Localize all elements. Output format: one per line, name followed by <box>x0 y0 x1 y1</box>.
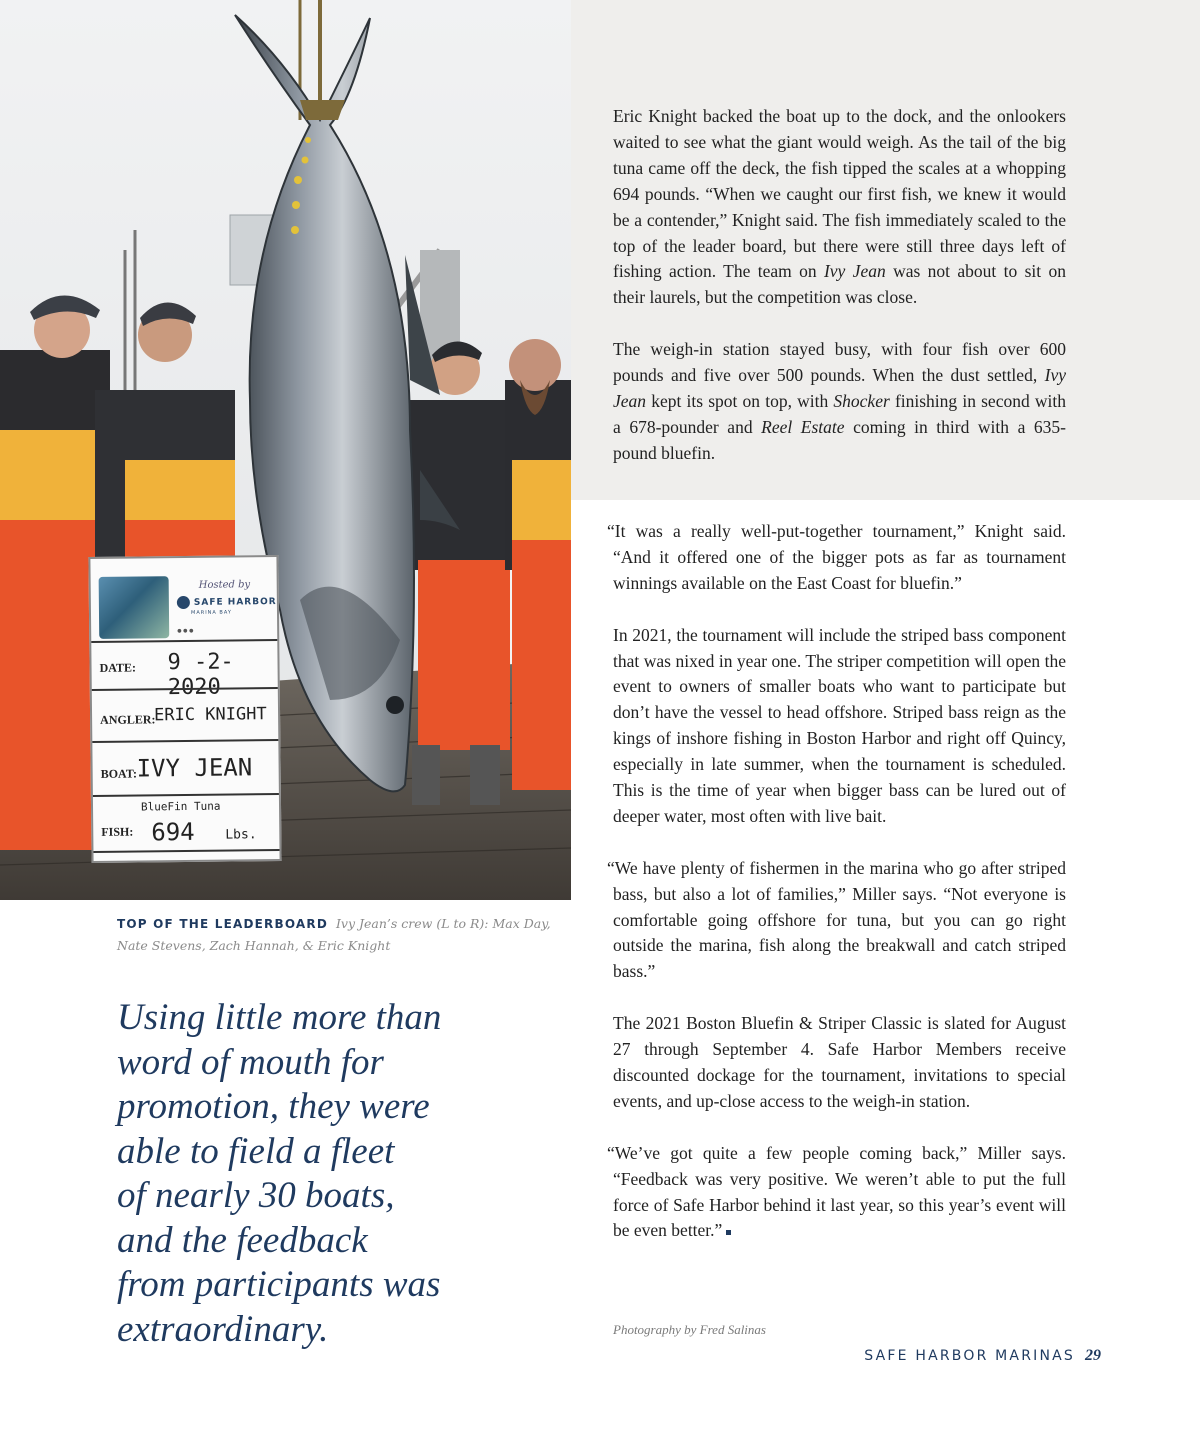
weigh-in-whiteboard <box>88 555 281 863</box>
boat-label: BOAT: <box>100 766 137 781</box>
tuna-photo <box>0 0 571 900</box>
pull-quote-line: of nearly 30 boats, <box>117 1175 395 1216</box>
article-paragraph-4: In 2021, the tournament will include the striped bass component that was nixed in year one. The striper competition will open the event to owners of smaller boats who want to participate but don’t have the vessel to head offshore. Striped bass reign as the kings of inshore fishing in Boston Harbor and right off Quincy, especially in late summer, when the tournament is scheduled. This is the time of year when bigger bass can be lured out of deeper water, most often with live bait. <box>613 624 1066 826</box>
date-value: 9 -2-2020 <box>167 649 234 701</box>
wb-divider <box>91 639 277 643</box>
pull-quote-line: able to field a fleet <box>117 1130 395 1172</box>
page-footer <box>864 1347 1101 1365</box>
article-paragraph-3: “It was a really well-put-together tournament,” Knight said. “And it offered one of the bigger pots as far as tournament winnings available on the East Coast for bluefin.” <box>607 521 1066 593</box>
article-paragraph-2 <box>613 337 1066 467</box>
p1-text-b: was not about to sit on their laurels, but the competition was close. <box>613 261 1066 308</box>
caption-heading: TOP OF THE LEADERBOARD <box>117 917 328 931</box>
p2-text-b: kept its spot on top, with <box>646 390 834 411</box>
hosted-by-text: Hosted by <box>198 579 251 591</box>
photo-caption <box>117 913 557 956</box>
photo-credit: Photography by Fred Salinas <box>613 1322 766 1337</box>
article-paragraph-6: The 2021 Boston Bluefin & Striper Classic is slated for August 27 through September 4. Safe Harbor Members receive discounted dockage for the tournament, invitations to special events, and up-close access to the weigh-in station. <box>613 1013 1066 1111</box>
photo-illustration <box>0 0 571 900</box>
wb-divider <box>93 849 279 853</box>
safe-harbor-logo <box>177 595 277 609</box>
article-paragraph-1 <box>613 104 1066 311</box>
end-mark-icon <box>726 1230 731 1235</box>
article-paragraph-5: “We have plenty of fishermen in the marina who go after striped bass, but also a lot of families,” Miller says. “Not everyone is comfortable going offshore for tuna, but you can go right outside the marina, fish along the breakwall and catch striped bass.” <box>607 857 1066 982</box>
pull-quote-line: from participants was <box>117 1264 441 1305</box>
angler-value: ERIC KNIGHT <box>153 704 267 726</box>
p2-text-c: finishing in second with a 678-pounder and <box>613 390 1066 437</box>
pull-quote-line: word of mouth for <box>117 1041 384 1083</box>
anchor-icon <box>177 596 190 609</box>
fish-weight: 694 <box>151 817 195 847</box>
brand-text: SAFE HARBOR <box>193 597 277 608</box>
wb-divider <box>92 739 278 743</box>
pull-quote-line: Using little more than <box>117 997 442 1038</box>
boat-name: Shocker <box>833 390 890 411</box>
pull-quote-line: promotion, they were <box>117 1086 430 1127</box>
fish-unit: Lbs. <box>225 827 257 843</box>
publication-name: SAFE HARBOR MARINAS <box>864 1348 1075 1364</box>
p1-text-a: Eric Knight backed the boat up to the dock, and the onlookers waited to see what the giant would weigh. As the tail of the big tuna came off the deck, the fish tipped the scales at a whopping 694 pounds. “When we caught our first fish, we knew it would be a contender,” Knight said. The fish immediately scaled to the top of the leader board, but there were still three days left of fishing action. The team on <box>613 106 1066 282</box>
date-label: DATE: <box>99 660 137 675</box>
caption-text: Ivy Jean’s crew (L to R): Max Day, Nate Stevens, Zach Hannah, & Eric Knight <box>117 916 551 953</box>
p7-text: “We’ve got quite a few people coming back,” Miller says. “Feedback was very positive. We weren’t able to put the full force of Safe Harbor behind it last year, so this year’s event will be even better.” <box>607 1142 1066 1241</box>
pull-quote <box>117 996 497 1352</box>
fish-species: BlueFin Tuna <box>140 799 221 814</box>
article-column-top <box>613 104 1066 493</box>
angler-label: ANGLER: <box>100 712 156 727</box>
boat-value: IVY JEAN <box>136 753 253 783</box>
article-paragraph-7 <box>607 1141 1066 1245</box>
pull-quote-line: extraordinary. <box>117 1308 329 1350</box>
article-column-bottom <box>607 519 1066 1270</box>
boat-name: Reel Estate <box>761 416 845 437</box>
pull-quote-line: and the feedback <box>117 1219 368 1261</box>
fish-label: FISH: <box>101 824 134 839</box>
p2-text-a: The weigh-in station stayed busy, with four fish over 600 pounds and five over 500 pounds. When the dust settled, <box>613 339 1066 386</box>
social-icons: ● ● ● <box>177 627 194 635</box>
boat-name: Ivy Jean <box>823 261 886 282</box>
wb-divider <box>93 793 279 797</box>
boat-name: Ivy Jean <box>613 365 1066 411</box>
page-number: 29 <box>1085 1347 1101 1364</box>
p2-text-d: coming in third with a 635-pound bluefin. <box>613 416 1066 463</box>
tournament-logo <box>99 576 170 639</box>
brand-subtitle: MARINA BAY <box>190 609 232 616</box>
